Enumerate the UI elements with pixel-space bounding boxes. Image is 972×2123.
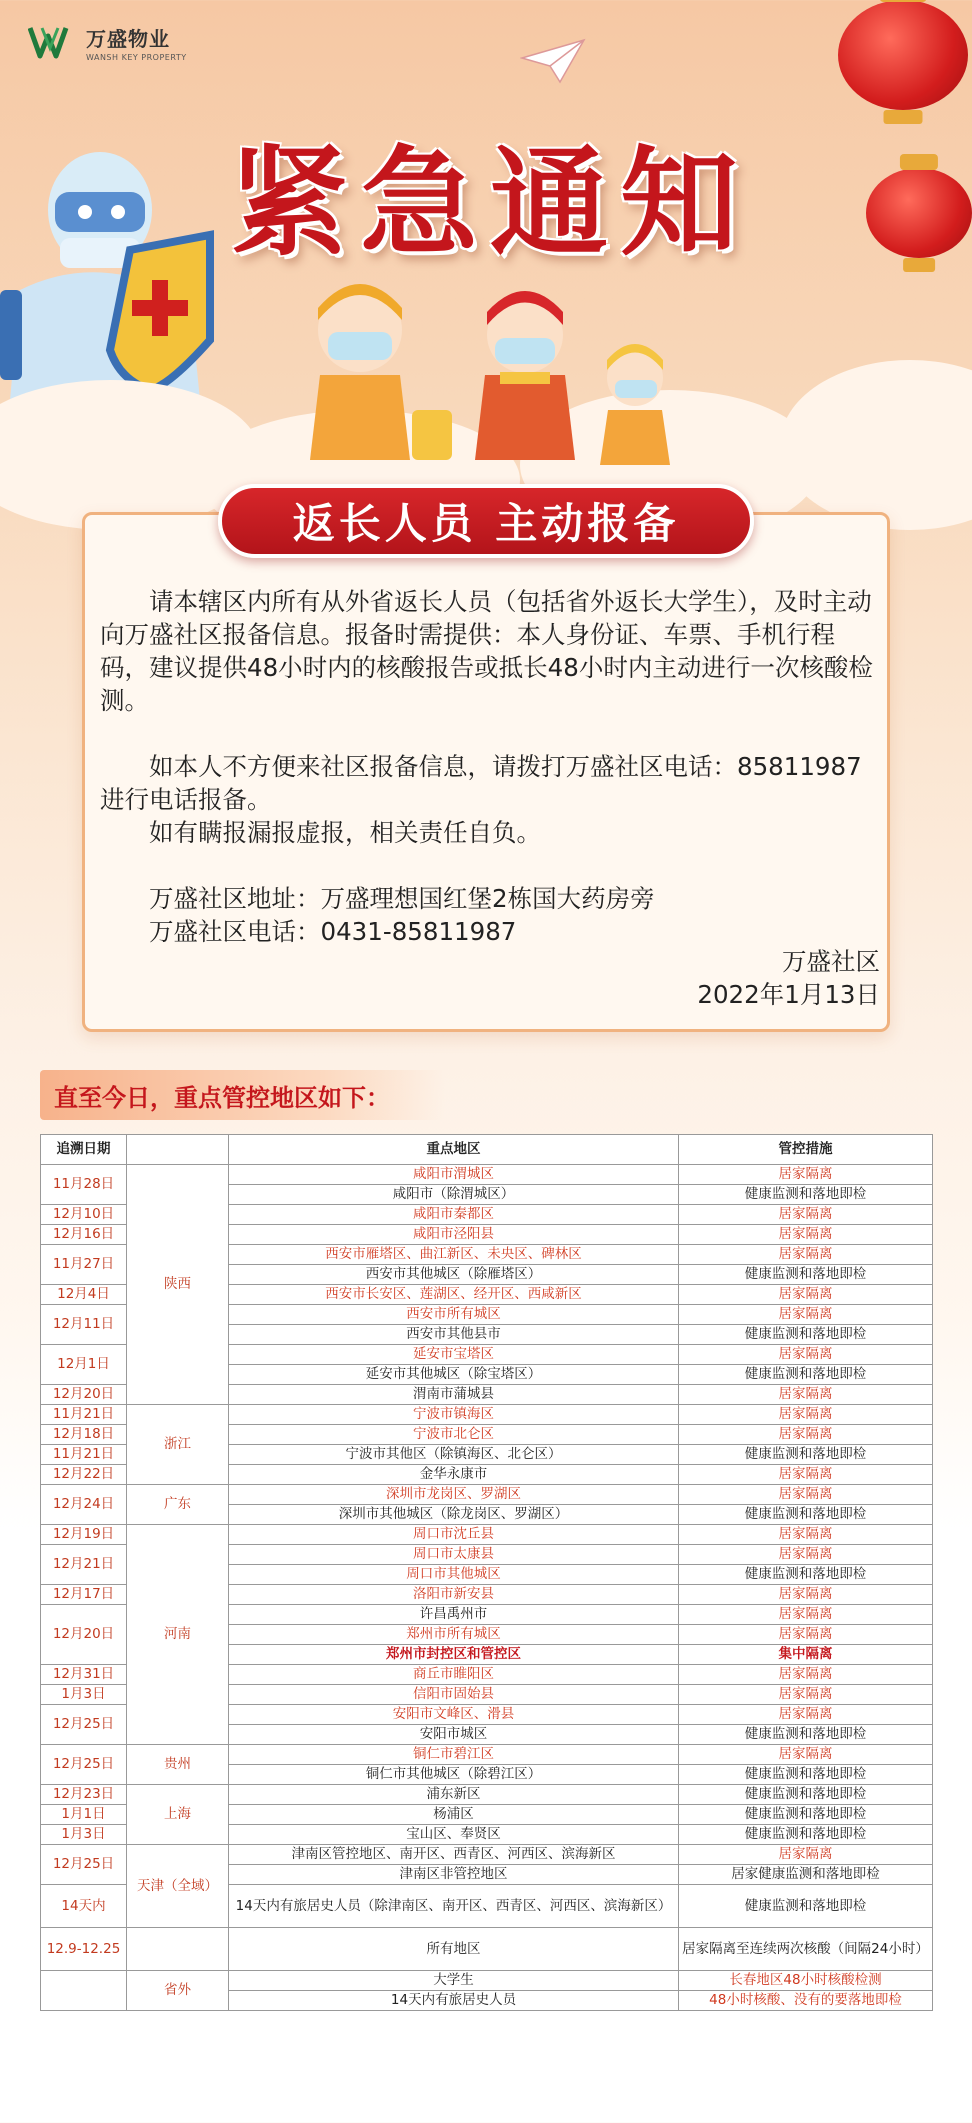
area-cell: 宁波市其他区（除镇海区、北仑区） xyxy=(229,1445,679,1465)
table-row xyxy=(41,1525,933,1545)
area-cell: 西安市长安区、莲湖区、经开区、西咸新区 xyxy=(229,1285,679,1305)
date-cell: 12月1日 xyxy=(41,1345,127,1385)
date-cell: 11月21日 xyxy=(41,1405,127,1425)
area-cell: 宁波市北仑区 xyxy=(229,1425,679,1445)
date-cell: 12月25日 xyxy=(41,1705,127,1745)
area-cell: 深圳市其他城区（除龙岗区、罗湖区） xyxy=(229,1505,679,1525)
measure-cell: 居家隔离至连续两次核酸（间隔24小时） xyxy=(679,1928,933,1971)
notice-banner: 返长人员 主动报备 xyxy=(218,484,754,558)
area-cell: 宝山区、奉贤区 xyxy=(229,1825,679,1845)
measure-cell: 集中隔离 xyxy=(679,1645,933,1665)
area-cell: 杨浦区 xyxy=(229,1805,679,1825)
measure-cell: 健康监测和落地即检 xyxy=(679,1825,933,1845)
measure-cell: 健康监测和落地即检 xyxy=(679,1445,933,1465)
area-cell: 周口市太康县 xyxy=(229,1545,679,1565)
children-illustration xyxy=(300,260,700,490)
area-cell: 14天内有旅居史人员（除津南区、南开区、西青区、河西区、滨海新区） xyxy=(229,1885,679,1928)
area-cell: 浦东新区 xyxy=(229,1785,679,1805)
area-cell: 咸阳市（除渭城区） xyxy=(229,1185,679,1205)
province-cell xyxy=(127,1928,229,1971)
area-cell: 西安市雁塔区、曲江新区、未央区、碑林区 xyxy=(229,1245,679,1265)
date-cell: 12月24日 xyxy=(41,1485,127,1525)
table-row xyxy=(41,1785,933,1805)
area-cell: 宁波市镇海区 xyxy=(229,1405,679,1425)
measure-cell: 居家隔离 xyxy=(679,1245,933,1265)
header-province xyxy=(127,1135,229,1165)
area-cell: 延安市宝塔区 xyxy=(229,1345,679,1365)
notice-paragraph-2: 如本人不方便来社区报备信息，请拨打万盛社区电话：85811987进行电话报备。 xyxy=(100,752,862,814)
notice-body xyxy=(100,585,880,948)
date-cell: 11月21日 xyxy=(41,1445,127,1465)
logo-english-name: WANSH KEY PROPERTY xyxy=(86,52,187,62)
area-cell: 渭南市蒲城县 xyxy=(229,1385,679,1405)
province-cell: 浙江 xyxy=(127,1405,229,1485)
area-cell: 延安市其他城区（除宝塔区） xyxy=(229,1365,679,1385)
header-date: 追溯日期 xyxy=(41,1135,127,1165)
date-cell: 12月4日 xyxy=(41,1285,127,1305)
logo-chinese-name: 万盛物业 xyxy=(86,26,170,51)
date-cell: 12月25日 xyxy=(41,1745,127,1785)
area-cell: 西安市其他县市 xyxy=(229,1325,679,1345)
control-area-table xyxy=(40,1134,933,2011)
measure-cell: 居家隔离 xyxy=(679,1545,933,1565)
date-cell: 12月20日 xyxy=(41,1605,127,1665)
date-cell xyxy=(41,1971,127,2011)
date-cell: 11月28日 xyxy=(41,1165,127,1205)
date-cell: 12月11日 xyxy=(41,1305,127,1345)
measure-cell: 健康监测和落地即检 xyxy=(679,1725,933,1745)
date-cell: 12月19日 xyxy=(41,1525,127,1545)
measure-cell: 健康监测和落地即检 xyxy=(679,1885,933,1928)
measure-cell: 健康监测和落地即检 xyxy=(679,1565,933,1585)
measure-cell: 48小时核酸、没有的要落地即检 xyxy=(679,1991,933,2011)
measure-cell: 居家隔离 xyxy=(679,1625,933,1645)
area-cell: 津南区非管控地区 xyxy=(229,1865,679,1885)
measure-cell: 居家隔离 xyxy=(679,1685,933,1705)
measure-cell: 长春地区48小时核酸检测 xyxy=(679,1971,933,1991)
cloud-decoration xyxy=(780,360,972,530)
sign-date: 2022年1月13日 xyxy=(697,980,880,1009)
date-cell: 11月27日 xyxy=(41,1245,127,1285)
lantern-icon xyxy=(838,0,968,110)
table-row xyxy=(41,1485,933,1505)
area-cell: 商丘市睢阳区 xyxy=(229,1665,679,1685)
province-cell: 上海 xyxy=(127,1785,229,1845)
page-title: 紧急通知 xyxy=(230,133,751,272)
date-cell: 1月3日 xyxy=(41,1825,127,1845)
area-cell: 大学生 xyxy=(229,1971,679,1991)
province-cell: 省外 xyxy=(127,1971,229,2011)
area-cell: 郑州市所有城区 xyxy=(229,1625,679,1645)
measure-cell: 居家隔离 xyxy=(679,1605,933,1625)
date-cell: 12月25日 xyxy=(41,1845,127,1885)
area-cell: 洛阳市新安县 xyxy=(229,1585,679,1605)
measure-cell: 居家隔离 xyxy=(679,1845,933,1865)
notice-paragraph-3: 如有瞒报漏报虚报，相关责任自负。 xyxy=(149,818,541,847)
lantern-icon xyxy=(866,168,972,258)
measure-cell: 居家隔离 xyxy=(679,1465,933,1485)
signature-block xyxy=(697,945,880,1011)
brand-logo xyxy=(28,22,187,62)
table-row xyxy=(41,1845,933,1865)
area-cell: 安阳市文峰区、滑县 xyxy=(229,1705,679,1725)
date-cell: 12月31日 xyxy=(41,1665,127,1685)
area-cell: 安阳市城区 xyxy=(229,1725,679,1745)
measure-cell: 健康监测和落地即检 xyxy=(679,1785,933,1805)
date-cell: 12月16日 xyxy=(41,1225,127,1245)
area-cell: 金华永康市 xyxy=(229,1465,679,1485)
table-row xyxy=(41,1745,933,1765)
measure-cell: 居家隔离 xyxy=(679,1305,933,1325)
measure-cell: 居家隔离 xyxy=(679,1225,933,1245)
measure-cell: 居家隔离 xyxy=(679,1665,933,1685)
date-cell: 12月17日 xyxy=(41,1585,127,1605)
area-cell: 咸阳市泾阳县 xyxy=(229,1225,679,1245)
header-measure: 管控措施 xyxy=(679,1135,933,1165)
area-cell: 西安市其他城区（除雁塔区） xyxy=(229,1265,679,1285)
province-cell: 河南 xyxy=(127,1525,229,1745)
community-phone: 万盛社区电话：0431-85811987 xyxy=(149,917,517,946)
area-cell: 许昌禹州市 xyxy=(229,1605,679,1625)
measure-cell: 健康监测和落地即检 xyxy=(679,1365,933,1385)
measure-cell: 健康监测和落地即检 xyxy=(679,1185,933,1205)
measure-cell: 居家隔离 xyxy=(679,1485,933,1505)
table-row xyxy=(41,1165,933,1185)
province-cell: 广东 xyxy=(127,1485,229,1525)
date-cell: 12月23日 xyxy=(41,1785,127,1805)
measure-cell: 居家隔离 xyxy=(679,1205,933,1225)
doctor-illustration xyxy=(0,140,230,400)
province-cell: 贵州 xyxy=(127,1745,229,1785)
signer: 万盛社区 xyxy=(782,947,880,976)
date-cell: 12月21日 xyxy=(41,1545,127,1585)
measure-cell: 居家隔离 xyxy=(679,1705,933,1725)
date-cell: 1月3日 xyxy=(41,1685,127,1705)
measure-cell: 居家隔离 xyxy=(679,1165,933,1185)
measure-cell: 健康监测和落地即检 xyxy=(679,1765,933,1785)
section-title: 直至今日，重点管控地区如下： xyxy=(40,1070,445,1120)
logo-mark-icon xyxy=(28,22,78,62)
area-cell: 津南区管控地区、南开区、西青区、河西区、滨海新区 xyxy=(229,1845,679,1865)
area-cell: 深圳市龙岗区、罗湖区 xyxy=(229,1485,679,1505)
area-cell: 周口市沈丘县 xyxy=(229,1525,679,1545)
measure-cell: 居家隔离 xyxy=(679,1745,933,1765)
paper-plane-icon xyxy=(520,38,586,84)
table-row xyxy=(41,1405,933,1425)
measure-cell: 居家隔离 xyxy=(679,1525,933,1545)
area-cell: 14天内有旅居史人员 xyxy=(229,1991,679,2011)
header-area: 重点地区 xyxy=(229,1135,679,1165)
date-cell: 12月10日 xyxy=(41,1205,127,1225)
measure-cell: 居家健康监测和落地即检 xyxy=(679,1865,933,1885)
measure-cell: 居家隔离 xyxy=(679,1345,933,1365)
area-cell: 铜仁市碧江区 xyxy=(229,1745,679,1765)
area-cell: 信阳市固始县 xyxy=(229,1685,679,1705)
date-cell: 14天内 xyxy=(41,1885,127,1928)
measure-cell: 健康监测和落地即检 xyxy=(679,1505,933,1525)
measure-cell: 居家隔离 xyxy=(679,1585,933,1605)
notice-paragraph-1: 请本辖区内所有从外省返长人员（包括省外返长大学生），及时主动向万盛社区报备信息。报备时需提供：本人身份证、车票、手机行程码，建议提供48小时内的核酸报告或抵长48小时内主动进行一次核酸检测。 xyxy=(100,587,873,715)
community-address: 万盛社区地址：万盛理想国红堡2栋国大药房旁 xyxy=(149,884,655,913)
area-cell: 所有地区 xyxy=(229,1928,679,1971)
measure-cell: 健康监测和落地即检 xyxy=(679,1805,933,1825)
measure-cell: 居家隔离 xyxy=(679,1405,933,1425)
area-cell: 西安市所有城区 xyxy=(229,1305,679,1325)
date-cell: 12月22日 xyxy=(41,1465,127,1485)
table-row xyxy=(41,1971,933,1991)
area-cell: 铜仁市其他城区（除碧江区） xyxy=(229,1765,679,1785)
measure-cell: 健康监测和落地即检 xyxy=(679,1265,933,1285)
area-cell: 咸阳市渭城区 xyxy=(229,1165,679,1185)
date-cell: 1月1日 xyxy=(41,1805,127,1825)
area-cell: 郑州市封控区和管控区 xyxy=(229,1645,679,1665)
area-cell: 咸阳市秦都区 xyxy=(229,1205,679,1225)
date-cell: 12月18日 xyxy=(41,1425,127,1445)
province-cell: 陕西 xyxy=(127,1165,229,1405)
date-cell: 12.9-12.25 xyxy=(41,1928,127,1971)
province-cell: 天津（全域） xyxy=(127,1845,229,1928)
measure-cell: 健康监测和落地即检 xyxy=(679,1325,933,1345)
measure-cell: 居家隔离 xyxy=(679,1285,933,1305)
area-cell: 周口市其他城区 xyxy=(229,1565,679,1585)
table-row xyxy=(41,1928,933,1971)
measure-cell: 居家隔离 xyxy=(679,1425,933,1445)
date-cell: 12月20日 xyxy=(41,1385,127,1405)
measure-cell: 居家隔离 xyxy=(679,1385,933,1405)
